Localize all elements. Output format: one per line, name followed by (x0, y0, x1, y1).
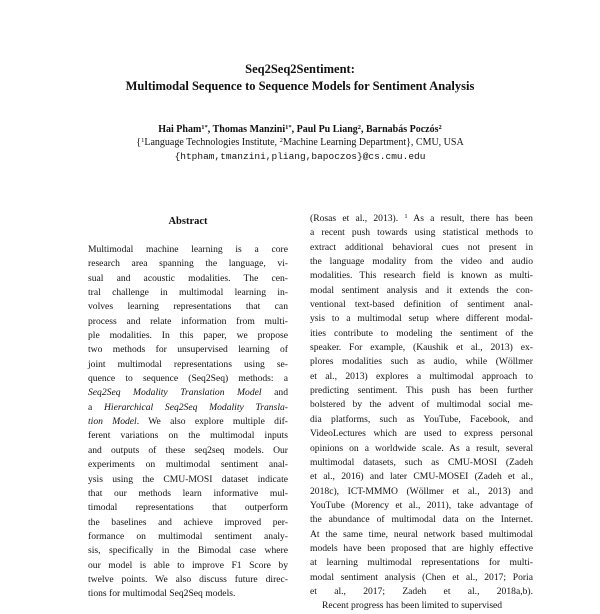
author-emails: {htpham,tmanzini,pliang,bapoczos}@cs.cmu.edu (174, 151, 426, 162)
author-list: Hai Pham$^{1*}$, Thomas Manzini$^{1*}$, Paul Pu Liang$^2$, Barnabás Poczós$^2$ (158, 124, 442, 135)
abstract-line: experiments on multimodal sentiment anal- (88, 459, 288, 471)
text-line: YouTube (Morency et al., 2011), take advantage of (310, 499, 533, 511)
affiliation-mark: 2 (279, 137, 283, 144)
text-line: extract additional behavioral cues not present in (310, 241, 533, 253)
text-line: the language modality from the video and audio (310, 256, 533, 268)
text-line: Recent progress has been limited to supervised (322, 600, 503, 612)
text-line: et al., 2017; Zadeh et al., 2018a,b). (310, 585, 533, 597)
abstract-line: that our methods learn informative mul- (88, 487, 288, 499)
abstract-line: sual and acoustic modalities. The cen- (88, 272, 288, 284)
paper-title (0, 61, 600, 95)
abstract-line: tion Model. We also explore multiple dif- (88, 416, 288, 428)
citation: (Rosas et al., 2013). (310, 213, 399, 224)
text-line: speaker. For example, (Kaushik et al., 2013) ex- (310, 342, 533, 354)
author-name: Hai Pham (158, 124, 202, 135)
text-line: the abundance of multimodal data on the Internet. (310, 514, 533, 526)
abstract-heading: Abstract (168, 216, 208, 227)
abstract-line: timodal representations that outperform (88, 502, 288, 514)
affiliation (0, 136, 600, 149)
footnote-mark: 1 (404, 213, 408, 220)
intro-body (310, 212, 533, 614)
text-fragment: As a result, there has been (407, 213, 533, 224)
text-line: at learning multimodal representations for multi- (310, 557, 533, 569)
text-line: ventional text-based definition of sentiment anal- (310, 299, 533, 311)
affiliation-department: Machine Learning Department}, CMU, USA (282, 137, 464, 148)
abstract-line: volves learning representations that can (88, 301, 288, 313)
abstract-line: ple modalities. In this paper, we propose (88, 330, 288, 342)
text-line: et al., 2013) explores a multimodal approach to (310, 370, 533, 382)
title-line-1: Seq2Seq2Sentiment: (245, 62, 355, 76)
text-line: ysis to a multimodal setup where different modal- (310, 313, 533, 325)
text-line (310, 212, 533, 226)
text-line: opinions on a worldwide scale. As a result, several (310, 442, 533, 454)
author-mark: 1* (285, 124, 292, 131)
text-line: ities contribute to modeling the sentiment of the (310, 327, 533, 339)
abstract-line: process and relate information from multi- (88, 315, 288, 327)
affiliation-mark: 1 (141, 137, 145, 144)
abstract-line: quence to sequence (Seq2Seq) methods: a (88, 373, 288, 385)
abstract-line: tral challenge in multimodal learning in- (88, 287, 288, 299)
author-name: Thomas Manzini (212, 124, 286, 135)
abstract-line: our model is able to improve F1 Score by (88, 559, 288, 571)
abstract-line: ysis using the CMU-MOSI dataset indicate (88, 473, 288, 485)
text-line: predicting sentiment. This push has been further (310, 385, 533, 397)
abstract-line: joint multimodal representations using se- (88, 358, 288, 370)
abstract-line: twelve points. We also discuss future direc- (88, 573, 288, 585)
text-line: At the same time, neural network based multimodal (310, 528, 533, 540)
abstract-line: the baselines and achieve improved per- (88, 516, 288, 528)
author-mark: 2 (357, 124, 362, 131)
abstract-line: ferent variations on the multimodal inputs (88, 430, 288, 442)
abstract-line: and outputs of these seq2seq models. Our (88, 444, 288, 456)
author-name: Paul Pu Liang (296, 124, 358, 135)
abstract-body (88, 243, 288, 602)
text-line: bolstered by the advent of multimodal social me- (310, 399, 533, 411)
affiliation-institute: Language Technologies Institute, (144, 137, 280, 148)
text-line: modal sentiment analysis and it extends the con- (310, 284, 533, 296)
text-line: modalities. This research field is known as multi- (310, 270, 533, 282)
author-mark: 2 (438, 124, 442, 131)
text-line: dia platforms, such as YouTube, Facebook, and (310, 413, 533, 425)
abstract-line: tions for multimodal Seq2Seq models. (88, 588, 236, 600)
text-line: multimodal datasets, such as CMU-MOSI (Zadeh (310, 456, 533, 468)
abstract-line: Seq2Seq Modality Translation Model and (88, 387, 288, 399)
author-mark: 1* (201, 124, 208, 131)
text-line: et al., 2016) and later CMU-MOSEI (Zadeh et al., (310, 471, 533, 483)
text-line: a recent push towards using statistical methods to (310, 227, 533, 239)
text-line: VideoLectures which are used to express personal (310, 428, 533, 440)
text-line: models have been proposed that are highly effective (310, 542, 533, 554)
abstract-line: formance on multimodal sentiment analy- (88, 530, 288, 542)
abstract-line: Multimodal machine learning is a core (88, 244, 288, 255)
abstract-line: research area spanning the language, vi- (88, 258, 288, 270)
text-line: modal sentiment analysis (Chen et al., 2017; Poria (310, 571, 533, 583)
author-name: Barnabás Poczós (366, 124, 439, 135)
abstract-line: two methods for unsupervised learning of (88, 344, 288, 356)
title-line-2: Multimodal Sequence to Sequence Models for Sentiment Analysis (125, 79, 475, 93)
abstract-line: sis, specifically in the Bimodal case where (88, 545, 288, 557)
text-line: 2018c), ICT-MMMO (Wöllmer et al., 2013) and (310, 485, 533, 497)
abstract-line: a Hierarchical Seq2Seq Modality Transla- (88, 401, 288, 413)
affiliation-brace: { (136, 137, 142, 148)
text-line: plores modalities such as audio, while (Wöllmer (310, 356, 533, 368)
